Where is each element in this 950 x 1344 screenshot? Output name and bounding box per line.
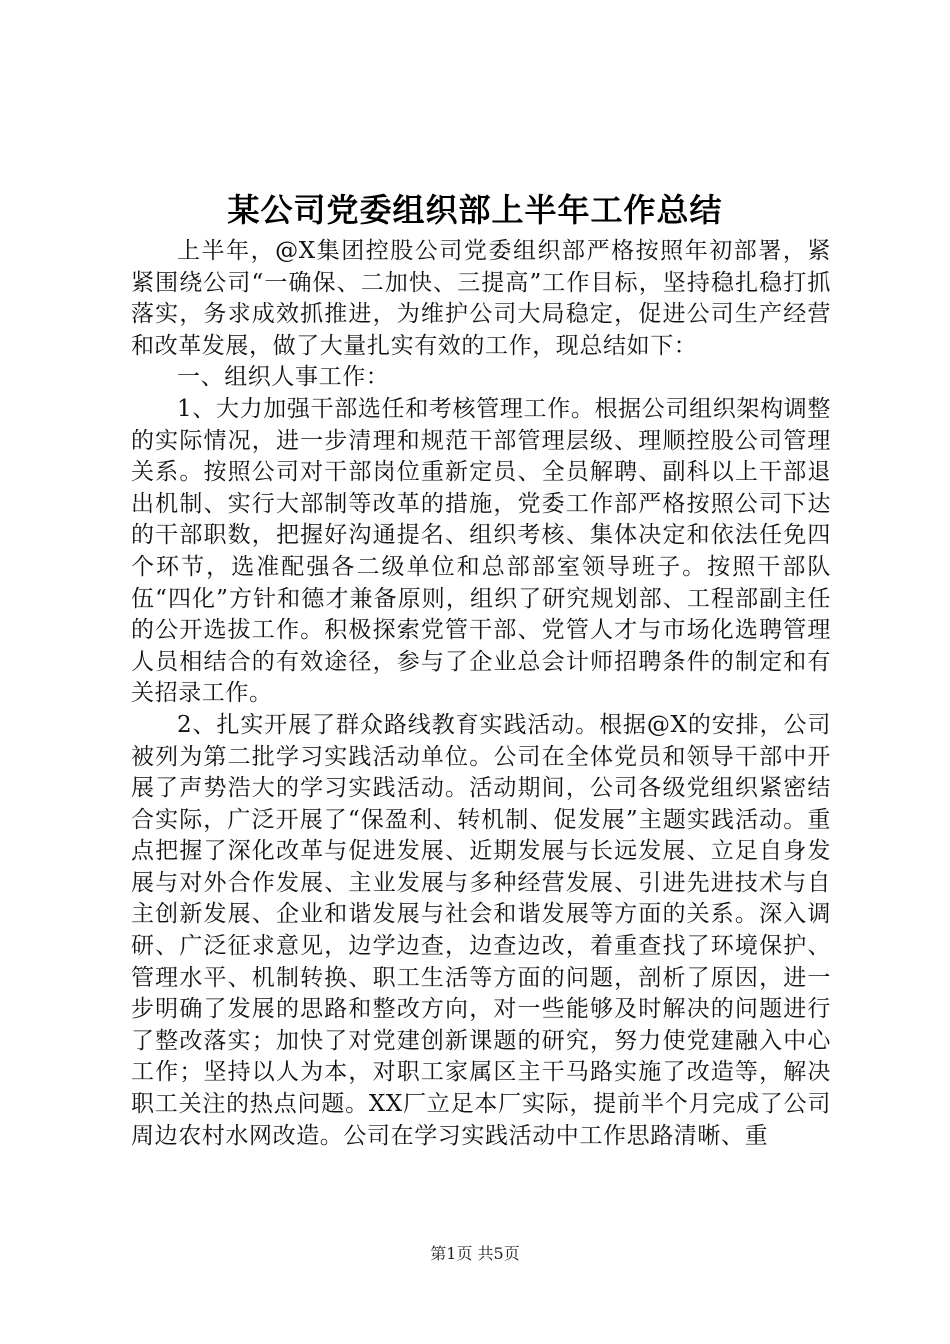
document-body [131, 236, 831, 1152]
paragraph-intro: 上半年，@X集团控股公司党委组织部严格按照年初部署，紧紧围绕公司“一确保、二加快、三提高”工作目标，坚持稳扎稳打抓落实，务求成效抓推进，为维护公司大局稳定，促进公司生产经营和改革发展，做了大量扎实有效的工作，现总结如下： [131, 238, 831, 359]
paragraph-section-heading: 一、组织人事工作： [177, 364, 390, 391]
document-title: 某公司党委组织部上半年工作总结 [227, 191, 723, 229]
paragraph-item-2: 2、扎实开展了群众路线教育实践活动。根据@X的安排，公司被列为第二批学习实践活动单位。公司在全体党员和领导干部中开展了声势浩大的学习实践活动。活动期间，公司各级党组织紧密结合实际，广泛开展了“保盈利、转机制、促发展”主题实践活动。重点把握了深化改革与促进发展、近期发展与长远发展、立足自身发展与对外合作发展、主业发展与多种经营发展、引进先进技术与自主创新发展、企业和谐发展与社会和谐发展等方面的关系。深入调研、广泛征求意见，边学边查，边查边改，着重查找了环境保护、管理水平、机制转换、职工生活等方面的问题，剖析了原因，进一步明确了发展的思路和整改方向，对一些能够及时解决的问题进行了整改落实；加快了对党建创新课题的研究，努力使党建融入中心工作；坚持以人为本，对职工家属区主干马路实施了改造等，解决职工关注的热点问题。XX厂立足本厂实际，提前半个月完成了公司周边农村水网改造。公司在学习实践活动中工作思路清晰、重 [131, 711, 831, 1149]
paragraph-item-1: 1、大力加强干部选任和考核管理工作。根据公司组织架构调整的实际情况，进一步清理和规范干部管理层级、理顺控股公司管理关系。按照公司对干部岗位重新定员、全员解聘、副科以上干部退出机制、实行大部制等改革的措施，党委工作部严格按照公司下达的干部职数，把握好沟通提名、组织考核、集体决定和依法任免四个环节，选准配强各二级单位和总部部室领导班子。按照干部队伍“四化”方针和德才兼备原则，组织了研究规划部、工程部副主任的公开选拔工作。积极探索党管干部、党管人才与市场化选聘管理人员相结合的有效途径，参与了企业总会计师招聘条件的制定和有关招录工作。 [131, 395, 831, 707]
page-number-footer: 第1页 共5页 [430, 1244, 520, 1263]
